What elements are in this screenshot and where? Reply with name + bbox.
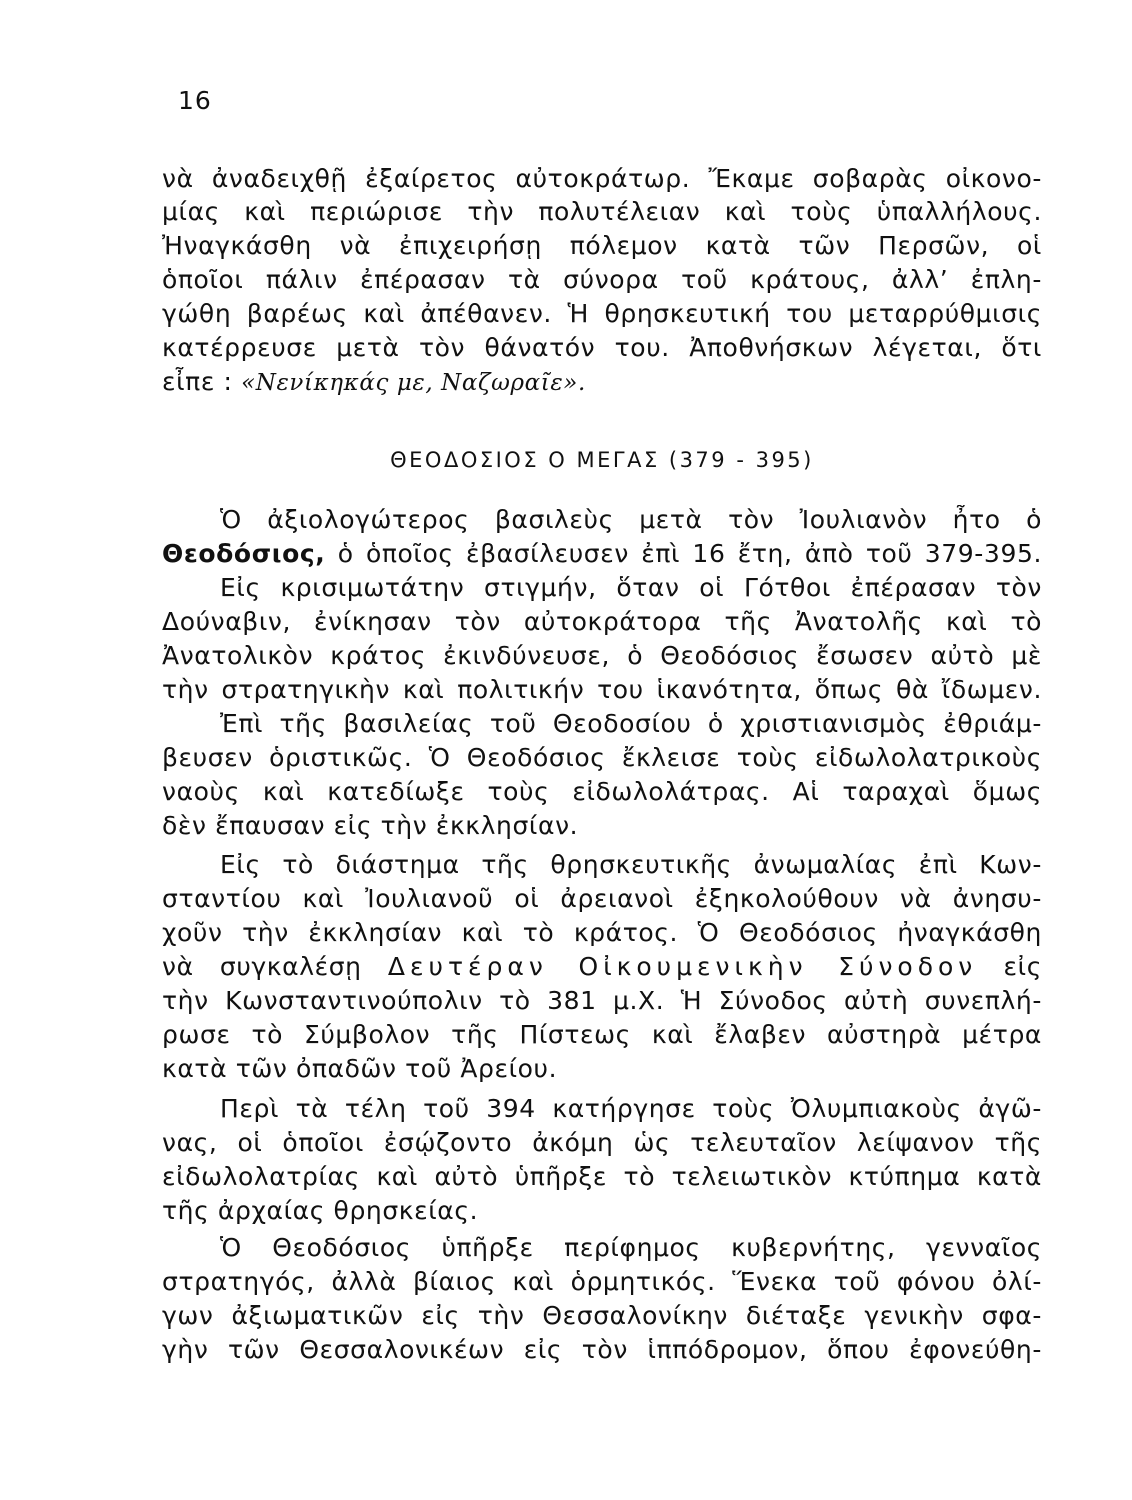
text-fragment: εἶπε : [162, 367, 242, 396]
text-line: Ἐπὶ τῆς βασιλείας τοῦ Θεοδοσίου ὁ χριστιανισμὸς ἐθριάμ- [220, 709, 1042, 738]
text-line: Δούναβιν, ἐνίκησαν τὸν αὐτοκράτορα τῆς Ἀνατολῆς καὶ τὸ [162, 607, 1042, 636]
text-line: ὁποῖοι πάλιν ἐπέρασαν τὰ σύνορα τοῦ κράτους, ἀλλ’ ἐπλη- [162, 265, 1042, 294]
text-line: Περὶ τὰ τέλη τοῦ 394 κατήργησε τοὺς Ὀλυμπιακοὺς ἀγῶ- [220, 1094, 1042, 1123]
text-line [162, 367, 1042, 398]
page-number: 16 [178, 86, 212, 115]
text-line: δὲν ἔπαυσαν εἰς τὴν ἐκκλησίαν. [162, 811, 579, 840]
text-line: Ὁ Θεοδόσιος ὑπῆρξε περίφημος κυβερνήτης, γενναῖος [220, 1233, 1042, 1262]
text-line: χοῦν τὴν ἐκκλησίαν καὶ τὸ κράτος. Ὁ Θεοδόσιος ἠναγκάσθη [162, 918, 1042, 947]
text-line: εἰδωλολατρίας καὶ αὐτὸ ὑπῆρξε τὸ τελειωτικὸν κτύπημα κατὰ [162, 1162, 1042, 1191]
text-line: γὴν τῶν Θεσσαλονικέων εἰς τὸν ἱππόδρομον, ὅπου ἐφονεύθη- [162, 1335, 1042, 1364]
text-line: νας, οἱ ὁποῖοι ἐσῴζοντο ἀκόμη ὡς τελευταῖον λείψανον τῆς [162, 1128, 1042, 1157]
text-line: Εἰς κρισιμωτάτην στιγμήν, ὅταν οἱ Γότθοι ἐπέρασαν τὸν [220, 573, 1042, 602]
text-fragment: νὰ συγκαλέσῃ [162, 952, 388, 981]
text-line: γων ἀξιωματικῶν εἰς τὴν Θεσσαλονίκην διέταξε γενικὴν σφα- [162, 1301, 1042, 1330]
section-heading: ΘΕΟΔΟΣΙΟΣ Ο ΜΕΓΑΣ (379 - 395) [390, 448, 814, 472]
emphasized-council-name: Δευτέραν Οἰκουμενικὴν Σύνοδον [387, 952, 978, 981]
text-line: νὰ ἀναδειχθῇ ἐξαίρετος αὐτοκράτωρ. Ἔκαμε σοβαρὰς οἰκονο- [162, 164, 1042, 193]
text-line: ναοὺς καὶ κατεδίωξε τοὺς εἰδωλολάτρας. Αἱ ταραχαὶ ὅμως [162, 777, 1042, 806]
text-line: τὴν Κωνσταντινούπολιν τὸ 381 μ.Χ. Ἡ Σύνοδος αὐτὴ συνεπλή- [162, 986, 1042, 1015]
text-line: στρατηγός, ἀλλὰ βίαιος καὶ ὁρμητικός. Ἕνεκα τοῦ φόνου ὀλί- [162, 1267, 1042, 1296]
text-line: Ἀνατολικὸν κράτος ἐκινδύνευσε, ὁ Θεοδόσιος ἔσωσεν αὐτὸ μὲ [162, 641, 1042, 670]
text-line: μίας καὶ περιώρισε τὴν πολυτέλειαν καὶ τοὺς ὑπαλλήλους. [162, 197, 1042, 226]
text-line [162, 952, 1042, 982]
text-line: τὴν στρατηγικὴν καὶ πολιτικήν του ἱκανότητα, ὅπως θὰ ἴδωμεν. [162, 675, 1042, 704]
text-line [162, 539, 1042, 569]
text-line: σταντίου καὶ Ἰουλιανοῦ οἱ ἀρειανοὶ ἐξηκολούθουν νὰ ἀνησυ- [162, 884, 1042, 913]
text-line: Ἠναγκάσθη νὰ ἐπιχειρήσῃ πόλεμον κατὰ τῶν Περσῶν, οἱ [162, 231, 1042, 260]
text-line: τῆς ἀρχαίας θρησκείας. [162, 1196, 479, 1225]
text-line: Εἰς τὸ διάστημα τῆς θρησκευτικῆς ἀνωμαλίας ἐπὶ Κων- [220, 850, 1042, 879]
text-line: Ὁ ἀξιολογώτερος βασιλεὺς μετὰ τὸν Ἰουλιανὸν ἦτο ὁ [220, 505, 1042, 534]
text-line: γώθη βαρέως καὶ ἀπέθανεν. Ἡ θρησκευτική του μεταρρύθμισις [162, 299, 1042, 328]
bold-name: Θεοδόσιος, [162, 539, 326, 568]
quotation: «Νενίκηκάς με, Ναζωραῖε». [241, 370, 586, 396]
text-line: κατὰ τῶν ὀπαδῶν τοῦ Ἀρείου. [162, 1054, 558, 1083]
text-line: βευσεν ὁριστικῶς. Ὁ Θεοδόσιος ἔκλεισε τοὺς εἰδωλολατρικοὺς [162, 743, 1042, 772]
text-fragment: εἰς [977, 952, 1042, 981]
text-line: ρωσε τὸ Σύμβολον τῆς Πίστεως καὶ ἔλαβεν αὐστηρὰ μέτρα [162, 1020, 1042, 1049]
text-fragment: ὁ ὁποῖος ἐβασίλευσεν ἐπὶ 16 ἔτη, ἀπὸ τοῦ 379-395. [325, 539, 1042, 568]
text-line: κατέρρευσε μετὰ τὸν θάνατόν του. Ἀποθνήσκων λέγεται, ὅτι [162, 333, 1042, 362]
